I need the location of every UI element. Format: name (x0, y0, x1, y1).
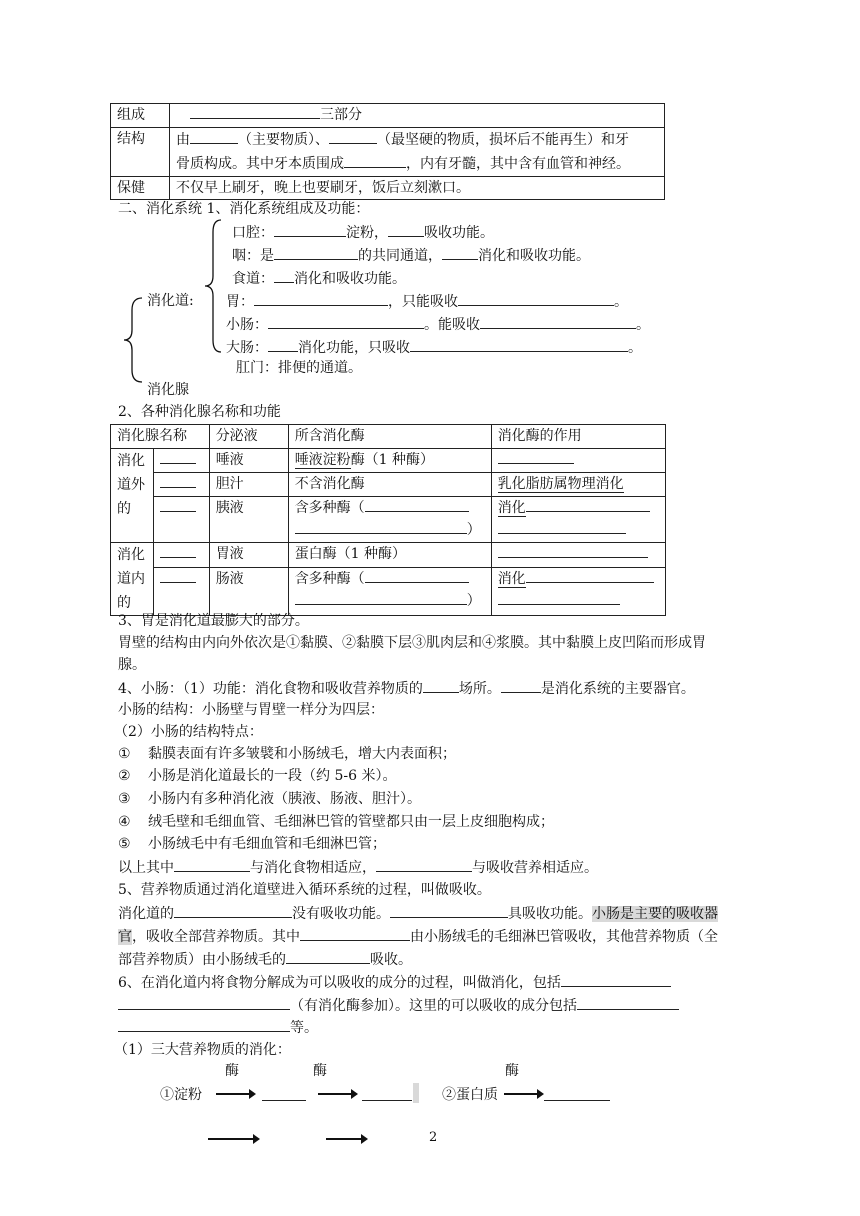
stomach-blank-2[interactable] (458, 291, 614, 306)
row-label-structure: 结构 (111, 128, 170, 177)
oral-blank-1[interactable] (274, 222, 346, 237)
digestion-blank-4[interactable] (118, 1017, 290, 1032)
digestion-blank-3[interactable] (577, 995, 679, 1010)
pharynx-blank-2[interactable] (442, 245, 478, 260)
intestinal-action-blank-2[interactable] (498, 590, 620, 605)
pharynx-blank-1[interactable] (274, 245, 358, 260)
absorption-blank-1[interactable] (174, 903, 292, 918)
arrow-icon (504, 1093, 542, 1095)
brace-inner (203, 218, 223, 354)
protein-label: ②蛋白质 (442, 1087, 498, 1103)
section2-title: 二、消化系统 1、消化系统组成及功能： (118, 201, 370, 217)
starch-product-blank-1[interactable] (262, 1086, 306, 1101)
list-item: ③ 小肠内有多种消化液（胰液、肠液、胆汁）。 (118, 791, 421, 807)
enzyme-label-3: 酶 (505, 1063, 519, 1079)
pancreatic-enzymes-blank-2[interactable] (295, 519, 467, 534)
arrow-icon (208, 1138, 258, 1140)
structure-blank-1[interactable] (190, 129, 238, 144)
highlight-mark (413, 1083, 419, 1103)
page-number: 2 (429, 1130, 438, 1145)
arrow-icon (216, 1093, 254, 1095)
gland-blank-pancreas[interactable] (160, 497, 196, 512)
anus-line: 肛门：排便的通道。 (236, 360, 362, 376)
esophagus-blank[interactable] (274, 268, 294, 283)
starch-label: ①淀粉 (160, 1087, 202, 1103)
large-intestine-blank-1[interactable] (268, 337, 298, 352)
list-item: ④ 绒毛壁和毛细血管、毛细淋巴管的管壁都只由一层上皮细胞构成； (118, 814, 554, 830)
small-intestine-blank-1[interactable] (268, 314, 424, 329)
adaptation-blank-2[interactable] (376, 857, 472, 872)
si-function-blank-2[interactable] (501, 678, 541, 693)
glands-table: 消化腺名称 分泌液 所含消化酶 消化酶的作用 消化 道外 的 唾液 唾液淀粉酶（1 种酶） 胆汁 不含消化酶 乳化脂肪属物理消化 胰液 含多种酶（ ） 消化 消化 道内 的 胃液 蛋白酶（1 种酶） 肠液 含多种酶（ ） 消化 (110, 424, 666, 616)
small-intestine-blank-2[interactable] (480, 314, 636, 329)
pancreatic-action-blank-2[interactable] (498, 519, 626, 534)
gland-blank-saliva[interactable] (160, 449, 196, 464)
structure-blank-2[interactable] (329, 129, 377, 144)
si-function-blank-1[interactable] (423, 678, 459, 693)
gland-blank-gastric[interactable] (160, 543, 196, 558)
list-item: ① 黏膜表面有许多皱襞和小肠绒毛，增大内表面积； (118, 746, 456, 762)
digestion-blank-1[interactable] (561, 972, 671, 987)
gland-blank-intestinal[interactable] (160, 568, 196, 583)
enzyme-label-2: 酶 (313, 1063, 327, 1079)
starch-product-blank-2[interactable] (362, 1086, 412, 1101)
oral-blank-2[interactable] (388, 222, 424, 237)
action-blank-gastric[interactable] (498, 543, 648, 558)
gland-blank-bile[interactable] (160, 473, 196, 488)
action-blank-saliva[interactable] (498, 449, 574, 464)
stomach-blank-1[interactable] (254, 291, 388, 306)
structure-blank-3[interactable] (344, 153, 406, 168)
absorption-blank-4[interactable] (286, 949, 370, 964)
teeth-table: 组成 三部分 结构 由 （主要物质）、 （最坚硬的物质，损坏后不能再生）和牙 骨质构成。其中牙本质围成 ，内有牙髓，其中含有血管和神经。 保健 不仅早上刷牙，晚上也要刷牙，饭后立刻漱口。 (110, 103, 665, 200)
composition-blank[interactable] (190, 104, 320, 119)
absorption-blank-3[interactable] (300, 926, 410, 941)
arrow-icon (326, 1138, 366, 1140)
digestion-blank-2[interactable] (118, 995, 290, 1010)
enzyme-label-1: 酶 (225, 1063, 239, 1079)
list-item: ⑤ 小肠绒毛中有毛细血管和毛细淋巴管； (118, 836, 386, 852)
pancreatic-action-blank-1[interactable] (526, 497, 650, 512)
intestinal-enzymes-blank-1[interactable] (365, 568, 469, 583)
row-label-composition: 组成 (111, 104, 170, 128)
list-item: ② 小肠是消化道最长的一段（约 5-6 米）。 (118, 768, 397, 784)
intestinal-action-blank-1[interactable] (526, 568, 654, 583)
glands-table-title: 2、各种消化腺名称和功能 (118, 404, 281, 420)
protein-product-blank[interactable] (544, 1086, 610, 1101)
row-label-care: 保健 (111, 177, 170, 200)
intestinal-enzymes-blank-2[interactable] (295, 590, 467, 605)
glands-label: 消化腺 (147, 382, 189, 398)
pancreatic-enzymes-blank-1[interactable] (365, 497, 469, 512)
large-intestine-blank-2[interactable] (410, 337, 628, 352)
arrow-icon (318, 1093, 356, 1095)
absorption-blank-2[interactable] (390, 903, 508, 918)
digestive-tract-label: 消化道: (147, 293, 194, 309)
adaptation-blank-1[interactable] (174, 857, 250, 872)
brace-outer (122, 296, 144, 384)
